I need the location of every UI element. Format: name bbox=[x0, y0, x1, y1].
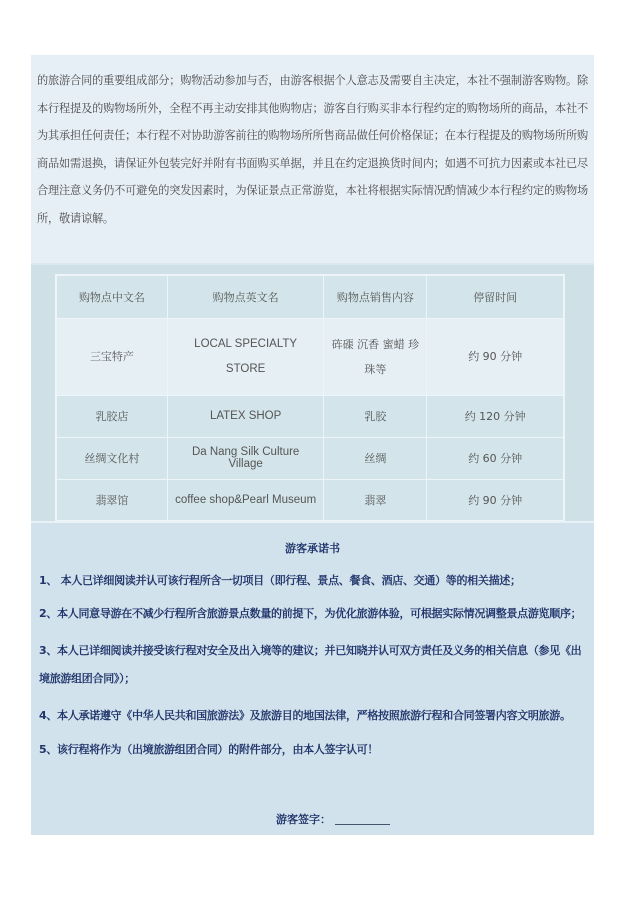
pledge-item-5: 5、该行程将作为（出境旅游组团合同）的附件部分，由本人签字认可！ bbox=[39, 743, 379, 756]
pledge-item-1: 1、 本人已详细阅读并认可该行程所含一切项目（即行程、景点、餐食、酒店、交通）等的相关描述； bbox=[39, 574, 521, 587]
pledge-title: 游客承诺书 bbox=[285, 542, 340, 555]
intro-paragraph: 的旅游合同的重要组成部分；购物活动参加与否，由游客根据个人意志及需要自主决定，本社不强制游客购物。除本行程提及的购物场所外，全程不再主动安排其他购物店；游客自行购买非本行程约定的购物场所的商品，本社不为其承担任何责任；本行程不对协助游客前往的购物场所所售商品做任何价格保证；在本行程提及的购物场所所购商品如需退换，请保证外包装完好并附有书面购买单据，并且在约定退换货时间内；如遇不可抗力因素或本社已尽合理注意义务仍不可避免的突发因素时，为保证景点正常游览，本社将根据实际情况酌情减少本行程约定的购物场所，敬请谅解。 bbox=[37, 74, 588, 225]
signature-line[interactable] bbox=[335, 824, 390, 825]
pledge-item-2: 2、本人同意导游在不减少行程所含旅游景点数量的前提下，为优化旅游体验，可根据实际情况调整景点游览顺序； bbox=[39, 607, 582, 620]
cell-goods: 翡翠 bbox=[324, 479, 427, 521]
table-row bbox=[56, 395, 564, 437]
cell-goods: 丝绸 bbox=[324, 437, 427, 479]
cell-cn-name: 丝绸文化村 bbox=[56, 437, 167, 479]
header-cn-name: 购物点中文名 bbox=[56, 275, 167, 318]
cell-stay-time: 约 90 分钟 bbox=[427, 479, 564, 521]
table-row bbox=[56, 479, 564, 521]
cell-cn-name: 翡翠馆 bbox=[56, 479, 167, 521]
pledge-item-4: 4、本人承诺遵守《中华人民共和国旅游法》及旅游目的地国法律，严格按照旅游行程和合同签署内容文明旅游。 bbox=[39, 709, 571, 722]
tourist-pledge-panel bbox=[31, 521, 594, 835]
cell-en-name: LATEX SHOP bbox=[167, 395, 323, 437]
shops-table bbox=[55, 274, 565, 522]
cell-en-name: coffee shop&Pearl Museum bbox=[167, 479, 323, 521]
header-en-name: 购物点英文名 bbox=[167, 275, 323, 318]
signature-row bbox=[276, 811, 390, 827]
goods-text: 砗磲 沉香 蜜蜡 珍珠等 bbox=[331, 337, 420, 376]
intro-paragraph-panel bbox=[31, 55, 594, 263]
cell-en-name: LOCAL SPECIALTY STORE bbox=[167, 318, 323, 395]
pledge-item-3: 3、本人已详细阅读并接受该行程对安全及出入境等的建议；并已知晓并认可双方责任及义务的相关信息（参见《出境旅游组团合同》）； bbox=[39, 644, 582, 685]
cell-stay-time: 约 90 分钟 bbox=[427, 318, 564, 395]
table-row bbox=[56, 318, 564, 395]
cell-stay-time: 约 120 分钟 bbox=[427, 395, 564, 437]
header-goods: 购物点销售内容 bbox=[324, 275, 427, 318]
shops-table-panel bbox=[31, 263, 594, 521]
cell-goods: 乳胶 bbox=[324, 395, 427, 437]
cell-goods bbox=[324, 318, 427, 395]
header-stay-time: 停留时间 bbox=[427, 275, 564, 318]
cell-en-name: Da Nang Silk Culture Village bbox=[167, 437, 323, 479]
cell-stay-time: 约 60 分钟 bbox=[427, 437, 564, 479]
table-row bbox=[56, 437, 564, 479]
cell-cn-name: 三宝特产 bbox=[56, 318, 167, 395]
table-header-row bbox=[56, 275, 564, 318]
signature-label: 游客签字： bbox=[276, 813, 331, 826]
cell-cn-name: 乳胶店 bbox=[56, 395, 167, 437]
